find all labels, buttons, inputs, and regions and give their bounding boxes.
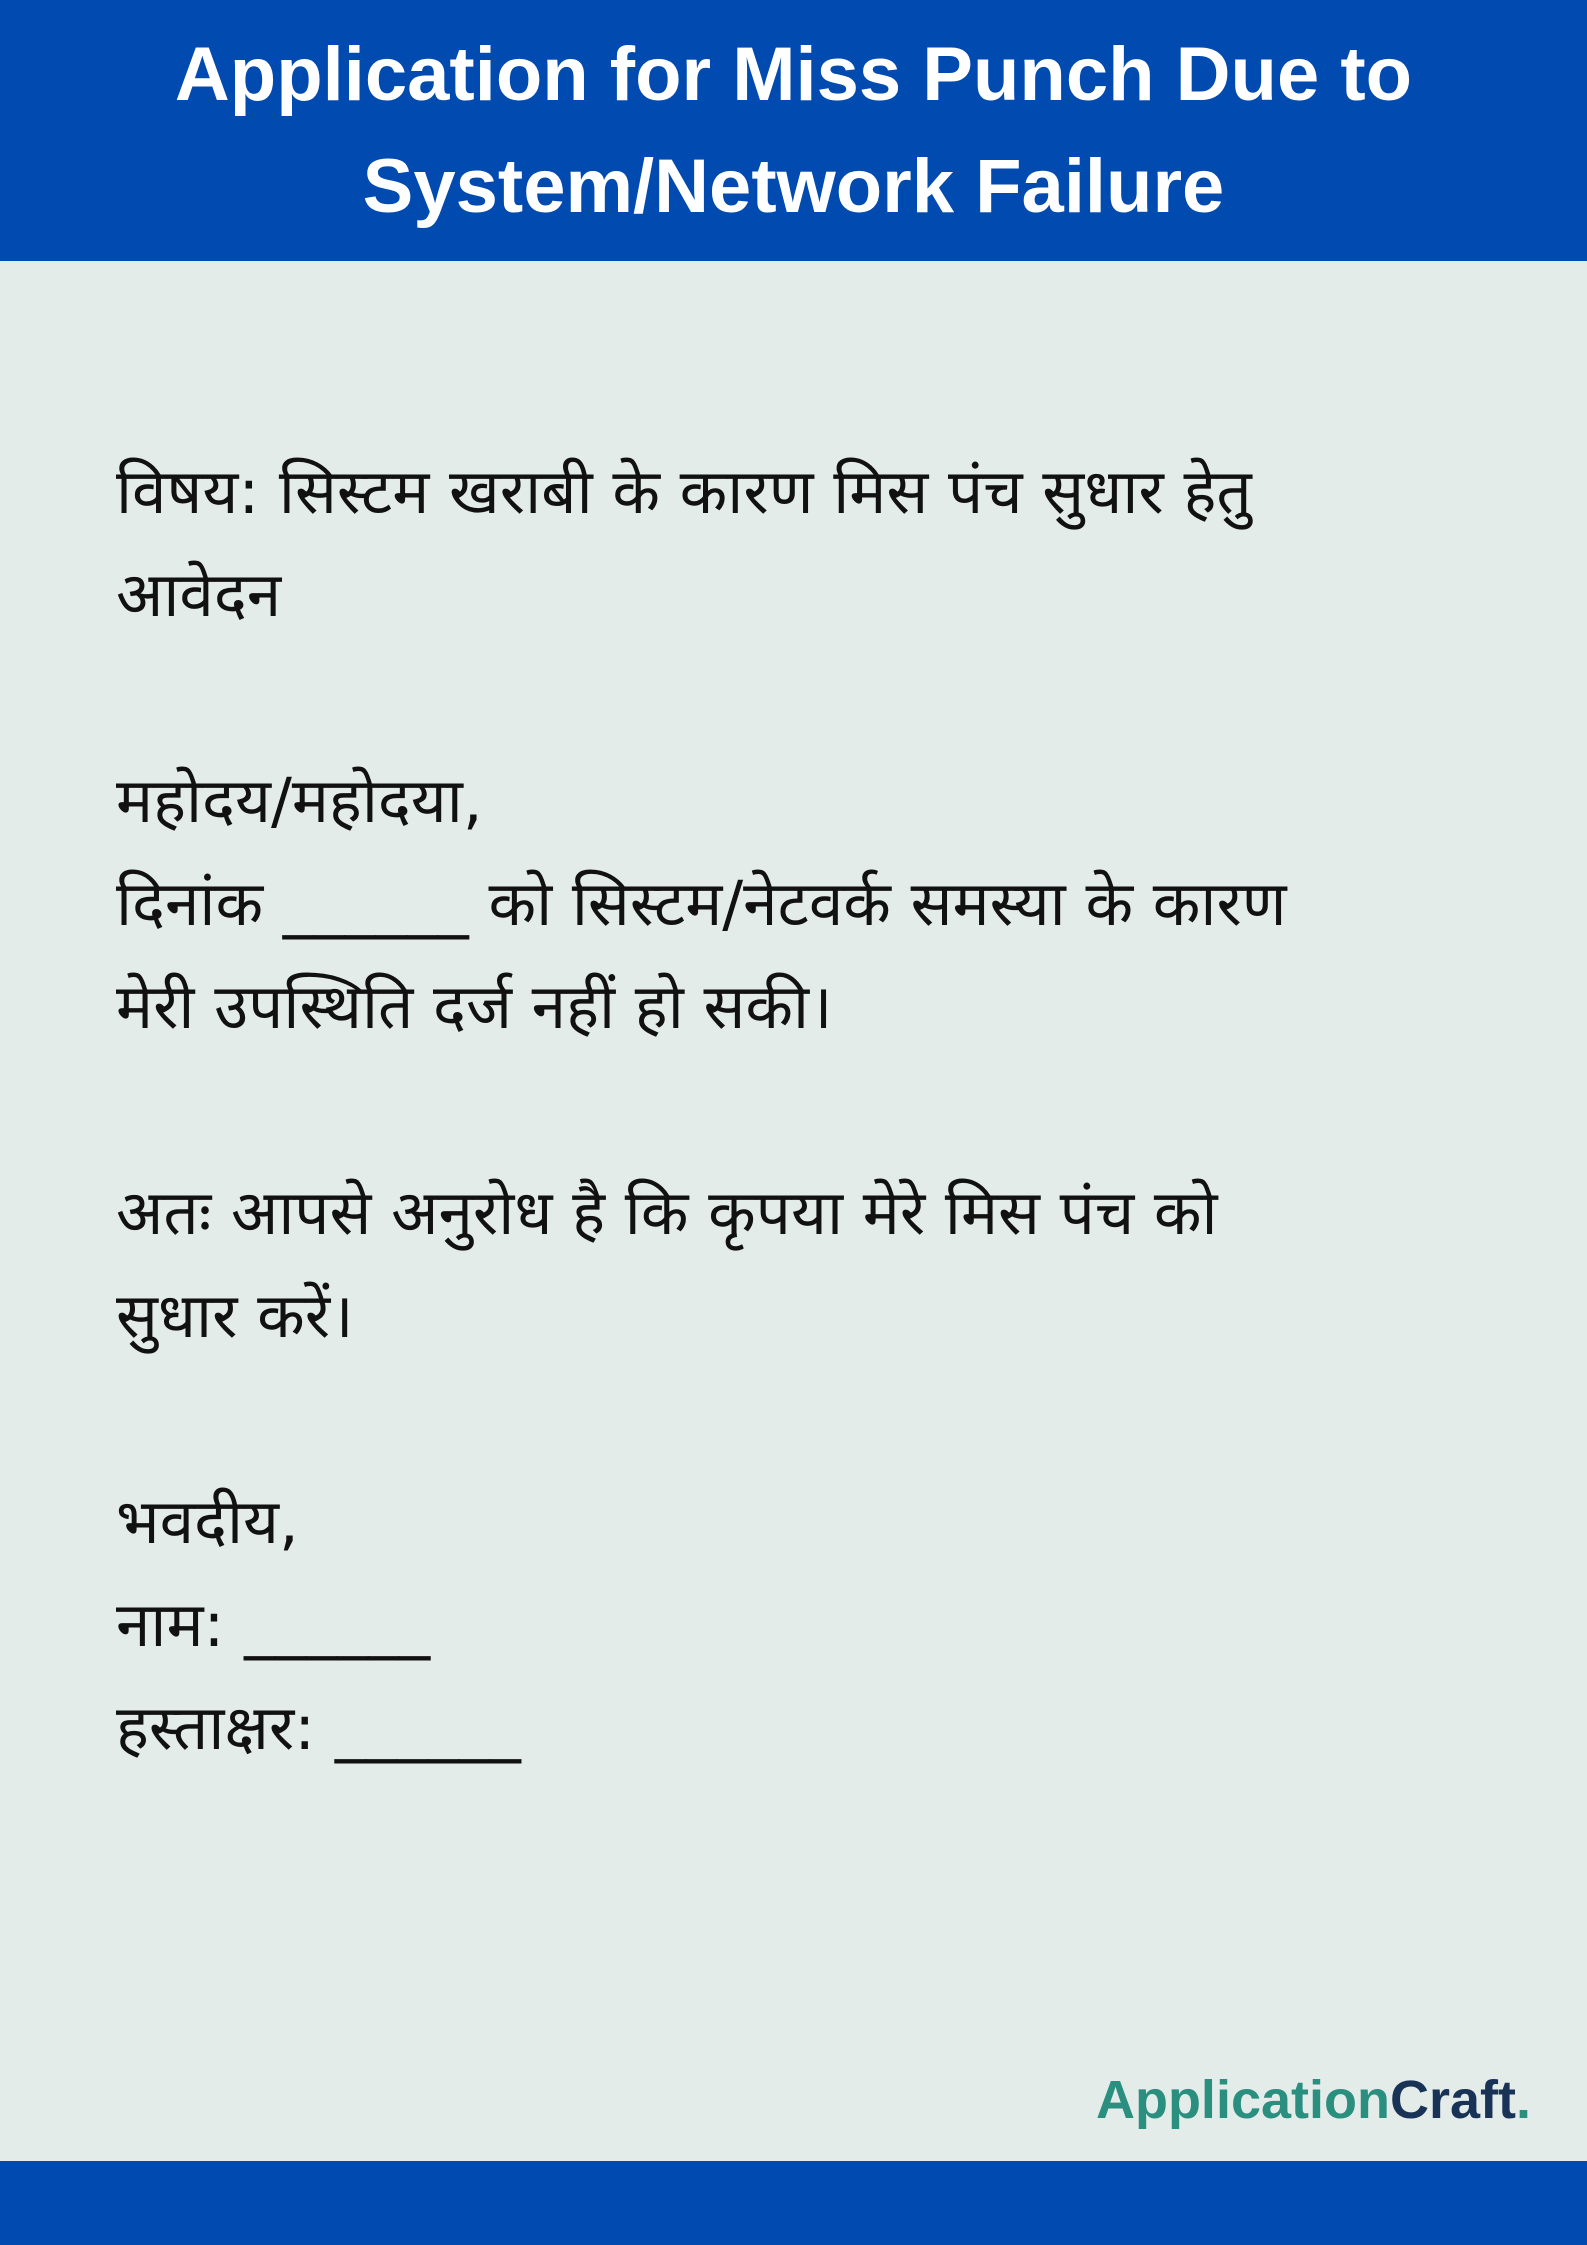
- subject-line-1: विषय: सिस्टम खराबी के कारण मिस पंच सुधार हेतु: [116, 455, 1252, 528]
- page-title-line-1: Application for Miss Punch Due to: [174, 31, 1413, 117]
- letter-body: [116, 440, 1496, 1779]
- page-title-line-2: System/Network Failure: [362, 143, 1225, 229]
- brand-logo: [1096, 2062, 1531, 2138]
- closing: भवदीय,: [116, 1485, 299, 1558]
- salutation: महोदय/महोदया,: [116, 764, 483, 837]
- body-line-2: मेरी उपस्थिति दर्ज नहीं हो सकी।: [116, 970, 833, 1043]
- footer-bar: [0, 2161, 1587, 2245]
- paragraph-gap: [116, 646, 1496, 749]
- paragraph-gap: [116, 1058, 1496, 1161]
- request-line-2: सुधार करें।: [116, 1279, 354, 1352]
- brand-logo-part-1: Application: [1095, 2070, 1390, 2130]
- body-line-1: दिनांक ______ को सिस्टम/नेटवर्क समस्या के कारण: [116, 867, 1287, 940]
- brand-logo-part-2: Craft: [1389, 2070, 1516, 2130]
- header-banner: [0, 0, 1587, 261]
- paragraph-gap: [116, 1367, 1496, 1470]
- brand-logo-dot: .: [1515, 2070, 1531, 2130]
- name-line: नाम: ______: [116, 1588, 431, 1661]
- request-line-1: अतः आपसे अनुरोध है कि कृपया मेरे मिस पंच को: [116, 1176, 1218, 1249]
- subject-line-2: आवेदन: [116, 558, 282, 631]
- signature-line: हस्ताक्षर: ______: [116, 1691, 521, 1764]
